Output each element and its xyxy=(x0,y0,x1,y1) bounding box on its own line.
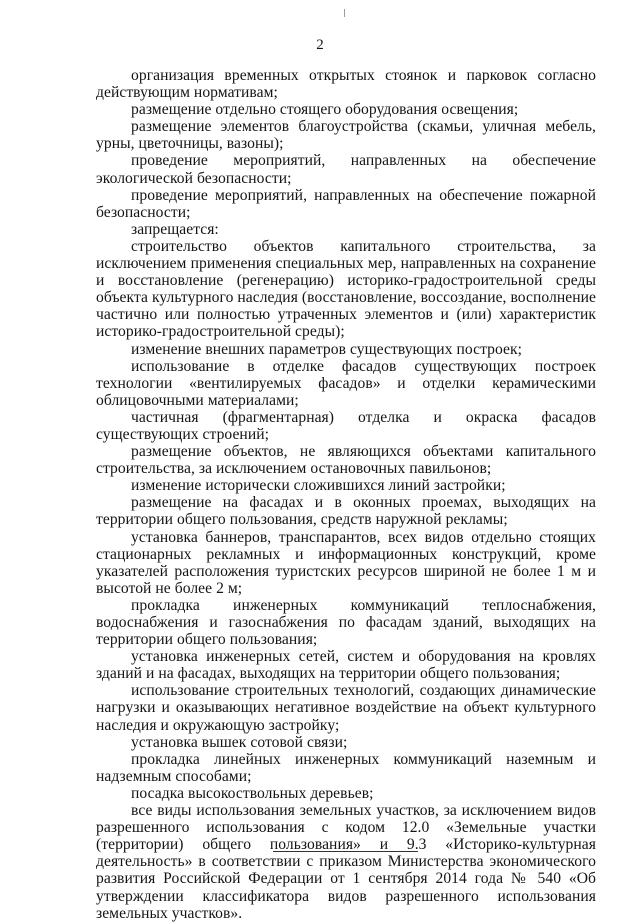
paragraph: размещение отдельно стоящего оборудования освещения; xyxy=(131,101,519,119)
paragraph: прокладка линейных инженерных коммуникаций наземным и надземным способами; xyxy=(96,750,596,785)
paragraph: проведение мероприятий, направленных на обеспечение экологической безопасности; xyxy=(96,152,596,187)
paragraph: посадка высокоствольных деревьев; xyxy=(131,784,374,802)
paragraph: установка инженерных сетей, систем и оборудования на кровлях зданий и на фасадах, выходящих на территории общего пользования; xyxy=(96,648,596,683)
paragraph: изменение внешних параметров существующих построек; xyxy=(131,340,523,358)
paragraph: использование строительных технологий, создающих динамические нагрузки и оказывающих негативное воздействие на объект культурного наследия и окружающую застройку; xyxy=(96,682,596,734)
paragraph: проведение мероприятий, направленных на обеспечение пожарной безопасности; xyxy=(96,186,596,221)
paragraph: установка баннеров, транспарантов, всех видов отдельно стоящих стационарных рекламных и информационных конструкций, кроме указателей расположения туристских ресурсов шириной не более 1 м и высотой не более 2 м; xyxy=(96,528,596,597)
paragraph: размещение объектов, не являющихся объектами капитального строительства, за исключением остановочных павильонов; xyxy=(96,443,596,478)
paragraph: прокладка инженерных коммуникаций теплоснабжения, водоснабжения и газоснабжения по фасадам зданий, выходящих на территории общего пользования; xyxy=(96,596,596,649)
end-of-text-rule xyxy=(273,851,418,852)
paragraph: частичная (фрагментарная) отделка и окраска фасадов существующих строений; xyxy=(96,408,596,443)
paragraph: установка вышек сотовой связи; xyxy=(131,733,348,751)
paragraph: размещение элементов благоустройства (скамьи, уличная мебель, урны, цветочницы, вазоны); xyxy=(96,118,596,153)
paragraph: использование в отделке фасадов существующих построек технологии «вентилируемых фасадов» и отделки керамическими облицовочными материалами; xyxy=(96,357,596,409)
paragraph: организация временных открытых стоянок и парковок согласно действующим нормативам; xyxy=(96,67,596,102)
document-body xyxy=(96,67,596,922)
page-number: 2 xyxy=(316,37,324,53)
paragraph: все виды использования земельных участков, за исключением видов разрешенного использования с кодом 12.0 «Земельные участки (территории) общего пользования» и 9.3 «Историко-культурная деятельность» в соответствии с приказом Министерства экономического развития Российской Федерации от 1 сентября 2014 года № 540 «Об утверждении классификатора видов разрешенного использования земельных участков». xyxy=(96,802,596,922)
scan-mark xyxy=(344,9,345,17)
paragraph: изменение исторически сложившихся линий застройки; xyxy=(131,477,506,495)
paragraph: запрещается: xyxy=(131,220,219,238)
paragraph: размещение на фасадах и в оконных проемах, выходящих на территории общего пользования, средств наружной рекламы; xyxy=(96,494,596,529)
paragraph: строительство объектов капитального строительства, за исключением применения специальных мер, направленных на сохранение и восстановление (регенерацию) историко-градостроительной среды объекта культурного наследия (восстановление, воссоздание, восполнение частично или полностью утраченных элементов и (или) характеристик историко-градостроительной среды); xyxy=(96,237,596,341)
